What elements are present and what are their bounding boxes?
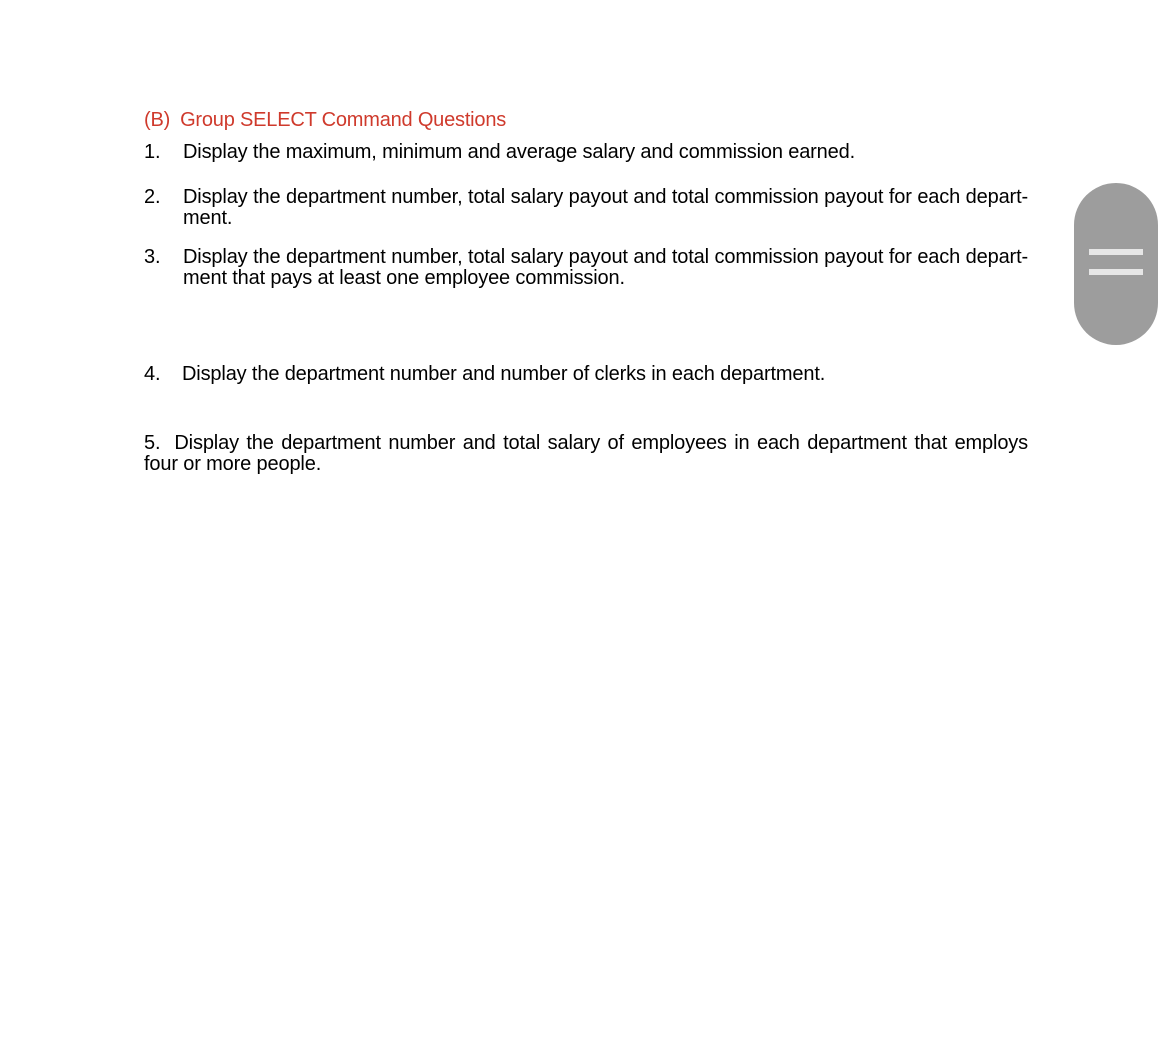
question-text: Display the department number and number of clerks in each department.	[182, 363, 826, 385]
question-number: 4.	[144, 363, 161, 385]
section-heading	[144, 108, 506, 132]
section-label: (B)	[144, 109, 171, 131]
question-number: 2.	[144, 186, 161, 208]
question-text: Display the maximum, minimum and average salary and commission earned.	[183, 141, 856, 163]
question-text: Display the department number and total salary of employees in each department that employs four or more people.	[144, 432, 1028, 475]
question-number: 3.	[144, 246, 161, 268]
question-item	[144, 247, 1028, 289]
question-text: Display the department number, total salary payout and total commission payout for each depart-ment that pays at least one employee commission.	[183, 246, 1028, 289]
menu-icon	[1089, 249, 1143, 255]
question-item	[144, 433, 1028, 475]
menu-icon	[1089, 269, 1143, 275]
side-menu-handle[interactable]	[1074, 183, 1158, 345]
question-item	[144, 364, 1028, 385]
question-text: Display the department number, total salary payout and total commission payout for each depart-ment.	[183, 186, 1028, 229]
question-number: 5.	[144, 432, 161, 454]
question-item	[144, 142, 1028, 163]
section-title: Group SELECT Command Questions	[180, 109, 507, 131]
question-number: 1.	[144, 141, 161, 163]
question-item	[144, 187, 1028, 229]
